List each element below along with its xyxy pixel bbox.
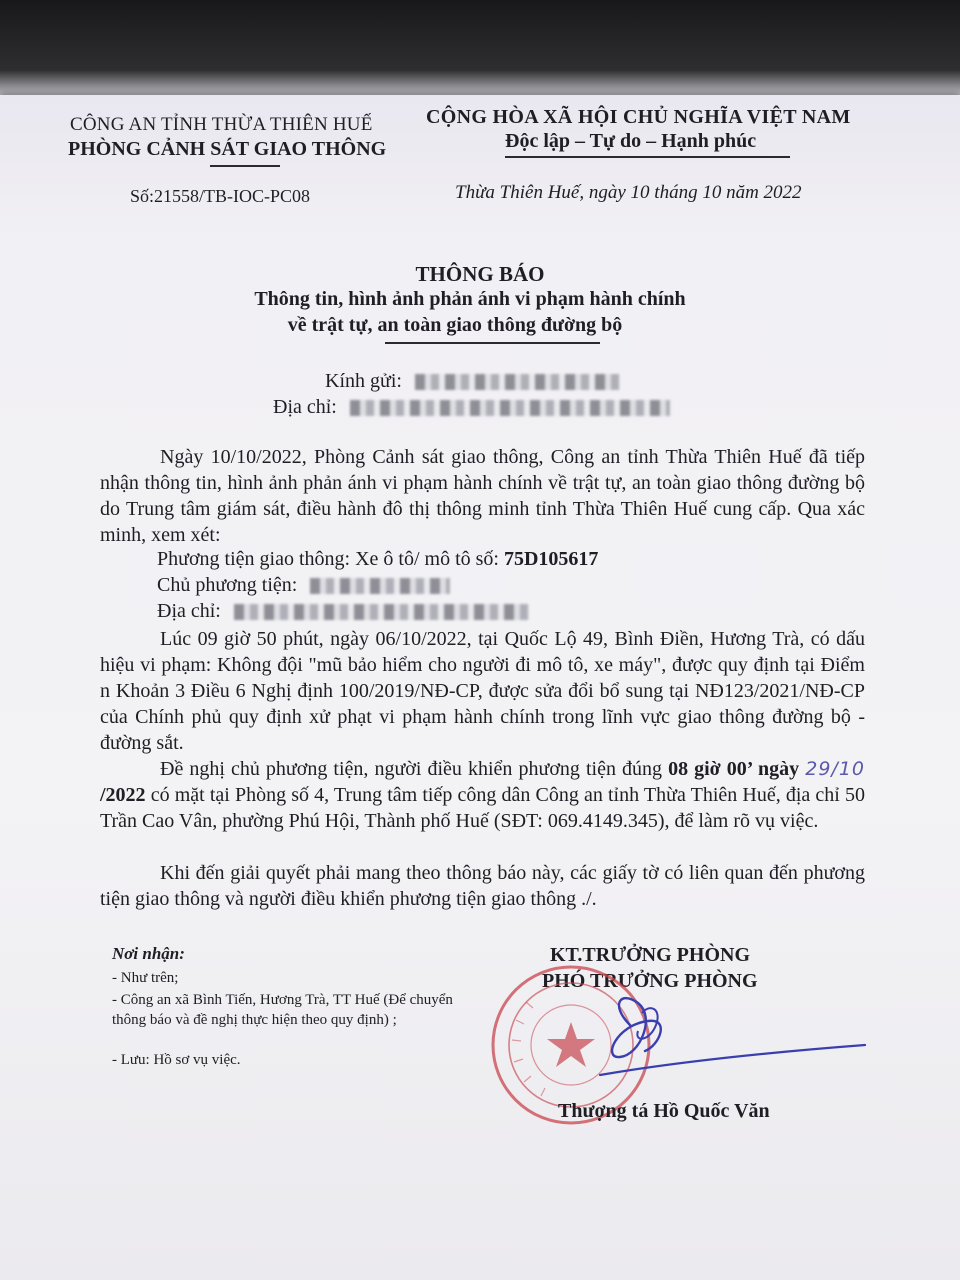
paragraph-summons [100, 756, 865, 834]
paragraph-requirements: Khi đến giải quyết phải mang theo thông báo này, các giấy tờ có liên quan đến phương tiện giao thông và người điều khiển phương tiện giao thông ./. [100, 862, 865, 910]
department-name: PHÒNG CẢNH SÁT GIAO THÔNG [68, 138, 387, 160]
owner-line [157, 574, 450, 597]
document-number: Số:21558/TB-IOC-PC08 [130, 186, 311, 206]
vehicle-label: Phương tiện giao thông: Xe ô tô/ mô tô số: [157, 548, 499, 570]
motto-underline [505, 156, 790, 158]
summons-year: /2022 [100, 784, 146, 806]
recipients-item-3: - Lưu: Hồ sơ vụ việc. [112, 1052, 241, 1068]
vehicle-plate: 75D105617 [503, 548, 599, 570]
summons-text-start: Đề nghị chủ phương tiện, người điều khiển phương tiện đúng [160, 758, 669, 780]
handwritten-signature-icon [590, 985, 880, 1085]
country-name: CỘNG HÒA XÃ HỘI CHỦ NGHĨA VIỆT NAM [426, 106, 851, 128]
document-title: THÔNG BÁO [415, 262, 545, 286]
redacted-recipient [415, 374, 620, 390]
owner-address-line [157, 600, 529, 623]
signer-name: Thượng tá Hồ Quốc Văn [558, 1100, 770, 1122]
paragraph-violation: Lúc 09 giờ 50 phút, ngày 06/10/2022, tại Quốc Lộ 49, Bình Điền, Hương Trà, có dấu hiệu vi phạm: Không đội "mũ bảo hiểm cho người đi mô tô, xe máy", được quy định tại Điểm n Khoản 3 Điều 6 Nghị định 100/2019/NĐ-CP, được sửa đổi bổ sung tại NĐ123/2021/NĐ-CP của Chính phủ quy định xử phạt vi phạm hành chính trong lĩnh vực giao thông đường bộ - đường sắt. [100, 628, 865, 754]
redacted-address [350, 400, 670, 416]
redacted-owner [310, 578, 450, 594]
national-motto: Độc lập – Tự do – Hạnh phúc [505, 130, 757, 152]
handwritten-date: 29/10 [805, 758, 865, 780]
recipients-title: Nơi nhận: [112, 944, 185, 963]
subtitle-underline [385, 342, 600, 344]
document-subtitle-line2: về trật tự, an toàn giao thông đường bộ [287, 314, 623, 336]
department-underline [210, 165, 280, 167]
place-date: Thừa Thiên Huế, ngày 10 tháng 10 năm 2022 [455, 182, 802, 203]
redacted-owner-address [234, 604, 529, 620]
signature-title-2: PHÓ TRƯỞNG PHÒNG [542, 970, 758, 992]
paragraph-intro: Ngày 10/10/2022, Phòng Cảnh sát giao thông, Công an tỉnh Thừa Thiên Huế đã tiếp nhận thông tin, hình ảnh phản ánh vi phạm hành chính về trật tự, an toàn giao thông đường bộ do Trung tâm giám sát, điều hành đô thị thông minh tỉnh Thừa Thiên Huế cung cấp. Qua xác minh, xem xét: [100, 446, 865, 546]
recipients-item-1: - Như trên; [112, 970, 179, 986]
agency-name: CÔNG AN TỈNH THỪA THIÊN HUẾ [70, 114, 373, 135]
recipient-address-label: Địa chỉ: [273, 396, 337, 418]
background-edge [0, 0, 960, 100]
vehicle-line [157, 548, 598, 571]
recipient-line [325, 370, 620, 393]
owner-address-label: Địa chỉ: [157, 600, 221, 622]
recipient-address-line [273, 396, 670, 419]
document-subtitle-line1: Thông tin, hình ảnh phản ánh vi phạm hành chính [254, 288, 686, 310]
summons-text-end: có mặt tại Phòng số 4, Trung tâm tiếp công dân Công an tỉnh Thừa Thiên Huế, địa chỉ 50 Trần Cao Vân, phường Phú Hội, Thành phố Huế (SĐT: 069.4149.345), để làm rõ vụ việc. [100, 784, 865, 832]
summons-time: 08 giờ 00’ ngày [668, 758, 806, 780]
recipient-label: Kính gửi: [325, 370, 402, 392]
recipients-item-2: - Công an xã Bình Tiến, Hương Trà, TT Huế (Để chuyển thông báo và đề nghị thực hiện theo quy định) ; [112, 992, 453, 1028]
signature-title-1: KT.TRƯỞNG PHÒNG [550, 944, 750, 966]
owner-label: Chủ phương tiện: [157, 574, 298, 596]
